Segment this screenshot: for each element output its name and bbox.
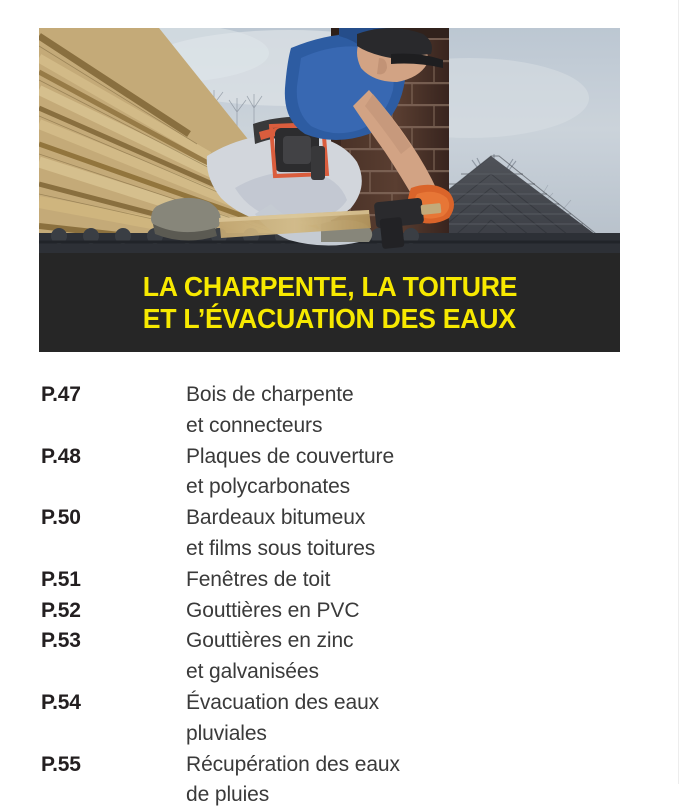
toc-row[interactable]: [41, 750, 641, 811]
toc-label-line-2: et polycarbonates: [186, 475, 351, 499]
toc-label-line-1: Bois de charpente: [186, 383, 354, 406]
toc-row[interactable]: [41, 565, 641, 596]
toc-page-number: P.50: [41, 506, 81, 530]
toc-page-number: P.53: [41, 629, 81, 653]
section-title-line-1: LA CHARPENTE, LA TOITURE: [142, 270, 517, 302]
toc-row[interactable]: [41, 626, 641, 688]
toc-label-line-1: Bardeaux bitumeux: [186, 506, 366, 530]
toc-row[interactable]: [41, 596, 641, 627]
toc-label-line-1: Plaques de couverture: [186, 444, 395, 468]
toc-row[interactable]: [41, 380, 641, 442]
toc-entry-label: [186, 565, 641, 596]
toc-row[interactable]: [41, 688, 641, 750]
toc-entry-label: [186, 380, 641, 442]
toc-page-number: P.47: [41, 383, 81, 406]
toc-row[interactable]: [41, 442, 641, 504]
toc-row[interactable]: [41, 503, 641, 565]
toc-entry-label: [186, 442, 641, 504]
page-trim-line: [678, 0, 679, 784]
toc-label-line-2: et films sous toitures: [186, 536, 376, 560]
toc-page-number: P.51: [41, 567, 81, 591]
toc-label-line-2: et connecteurs: [186, 413, 323, 437]
toc-label-line-1: Récupération des eaux: [186, 752, 400, 776]
toc-page-number: P.55: [41, 752, 81, 776]
table-of-contents: [41, 380, 641, 811]
section-title-line-2: ET L’ÉVACUATION DES EAUX: [143, 302, 516, 334]
toc-entry-label: [186, 688, 641, 750]
toc-label-line-1: Gouttières en PVC: [186, 598, 360, 622]
toc-entry-label: [186, 503, 641, 565]
toc-page-number: P.54: [41, 690, 81, 714]
toc-entry-label: [186, 750, 641, 811]
toc-page-number: P.52: [41, 598, 81, 622]
toc-page-number: P.48: [41, 444, 81, 468]
toc-label-line-2: pluviales: [186, 721, 267, 745]
toc-label-line-1: Évacuation des eaux: [186, 690, 380, 714]
toc-label-line-2: de pluies: [186, 783, 270, 807]
toc-label-line-1: Fenêtres de toit: [186, 567, 331, 591]
toc-label-line-1: Gouttières en zinc: [186, 629, 354, 653]
toc-label-line-2: et galvanisées: [186, 660, 319, 684]
roofing-scene-illustration: [39, 28, 620, 253]
hero-photo: [39, 28, 620, 253]
toc-entry-label: [186, 626, 641, 688]
section-title-banner: [39, 253, 620, 352]
toc-entry-label: [186, 596, 641, 627]
